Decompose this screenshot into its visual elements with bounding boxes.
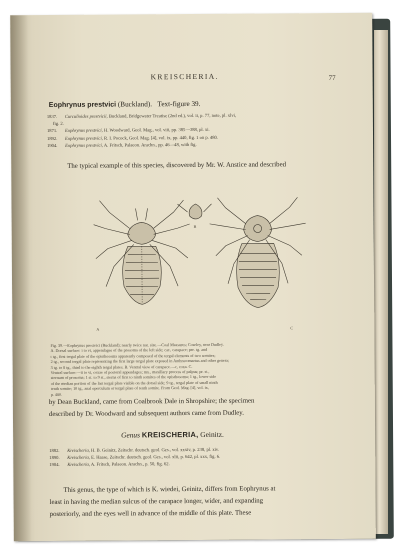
page-gutter-shadow [10,15,32,541]
caption-line: of the median portion of the last tergal plate visible on the dorsal side; 9 tg., tergal plate of small ninth [50,379,218,386]
genus-heading [121,430,224,440]
final-paragraph-line: least in having the median sulcus of the carapace longer, wider, and expanding [49,497,264,507]
intro-paragraph: The typical example of this species, discovered by Mr. W. Anstice and described [67,161,287,170]
genus-name: KREISCHERIA, [141,429,199,440]
reference-line: 1871. Eophrynus prestvici, H. Woodward, Geol. Mag., vol. viii, pp. 385—388, pl. xi. [46,127,210,134]
species-heading [49,100,201,109]
page-number: 77 [328,73,336,83]
running-head: KREISCHERIA. [150,71,219,82]
reference-line: 1890. Kreischeria, E. Haase, Zeitschr. deutsch. geol. Ges., vol. xlii, p. 642, pl. xxx, fig. 6. [49,454,221,461]
species-author: (Buckland). [117,100,153,109]
species-name: Eophrynus prestvici [48,101,117,110]
caption-line: Ventral surface:—ii to vi, coxae of postoral appendages; mx., maxillary process of palpus; pr. st., [50,368,210,376]
species-figure-ref: Text-figure 39. [157,99,201,109]
continuation-line: described by Dr. Woodward and subsequent authors came from Dudley. [48,409,244,419]
caption-line: 3 tg. to 8 tg., third to the eighth tergal plates. B. Ventral view of carapace.—c, coxa. C. [50,363,193,370]
final-paragraph-line: This genus, the type of which is K. wiedei, Geinitz, differs from Eophrynus at [63,485,276,494]
genus-author: Geinitz. [200,429,224,439]
genus-synonymy-list [49,446,220,469]
caption-line: p. 480. [50,391,63,397]
reference-line: 1892. Eophrynus prestvici, R. I. Pocock, Geol. Mag. [4], vol. ix, pp. 440, fig. 1 on p. 480. [47,134,219,141]
page-edges [374,30,388,534]
caption-line: 2 tg., second tergal plate representing the first large tergal plate exposed in Anthracomartus and other genera; [50,357,230,365]
synonymy-list [47,112,236,149]
caption-line: Fig. 39.—Eophrynus prestvici (Buckland); nearly twice nat. size.—Coal Measures; Coseley, near Dudley. [50,341,224,348]
figure-caption [50,341,352,397]
figure-label-c: C [290,325,294,331]
reference-line: 1904. Eophrynus prestvici, A. Fritsch, Palaeon. Arachn., pp. 46—48, with fig. [47,141,197,148]
final-paragraph-line: posteriorly, and the eyes well in advance of the middle of this plate. These [49,509,252,519]
fossil-figure [89,193,310,335]
book-page [10,13,376,542]
ventral-view-drawing [209,197,306,308]
continuation-line: by Dean Buckland, came from Coalbrook Dale in Shropshire; the specimen [48,397,255,407]
caption-line: sternum of prosoma; 1 st. to 9 st., sterna of first to ninth somites of the opisthosoma; 1 tg., lower side [50,374,217,381]
reference-line: 1904. Kreischeria, A. Fritsch, Palaeon. Arachn., p. 50, fig. 62. [49,461,170,468]
caption-line: tenth somite; 10 tg., anal operculum or tergal plate of tenth somite. From Geol. Mag. [4], vol. ix, [50,385,209,392]
genus-label: Genus [121,430,141,440]
reference-line: fig. 2. [52,121,64,127]
reference-line: 1837. Curculioides prestvicii, Buckland, Bridgewater Treatise (2nd ed.), vol. ii, p. 77, note, pl. xlvi, [46,112,237,120]
caption-line: A. Dorsal surface: i to vi, appendages of the prosoma of the left side; car., carapace; pre. tg. and [50,347,208,354]
figure-label-b: B [193,223,197,229]
carapace-view-drawing [177,204,211,219]
figure-label-a: A [96,326,100,332]
reference-line: 1882. Kreischeria, H. B. Geinitz, Zeitschr. deutsch. geol. Ges., vol. xxxiv, p. 238, pl. xiv. [49,446,220,454]
dorsal-view-drawing [93,200,190,305]
caption-line: t tg., first tergal plate of the opisthosoma apparently composed of the tergal elements of two somites; [50,352,216,359]
